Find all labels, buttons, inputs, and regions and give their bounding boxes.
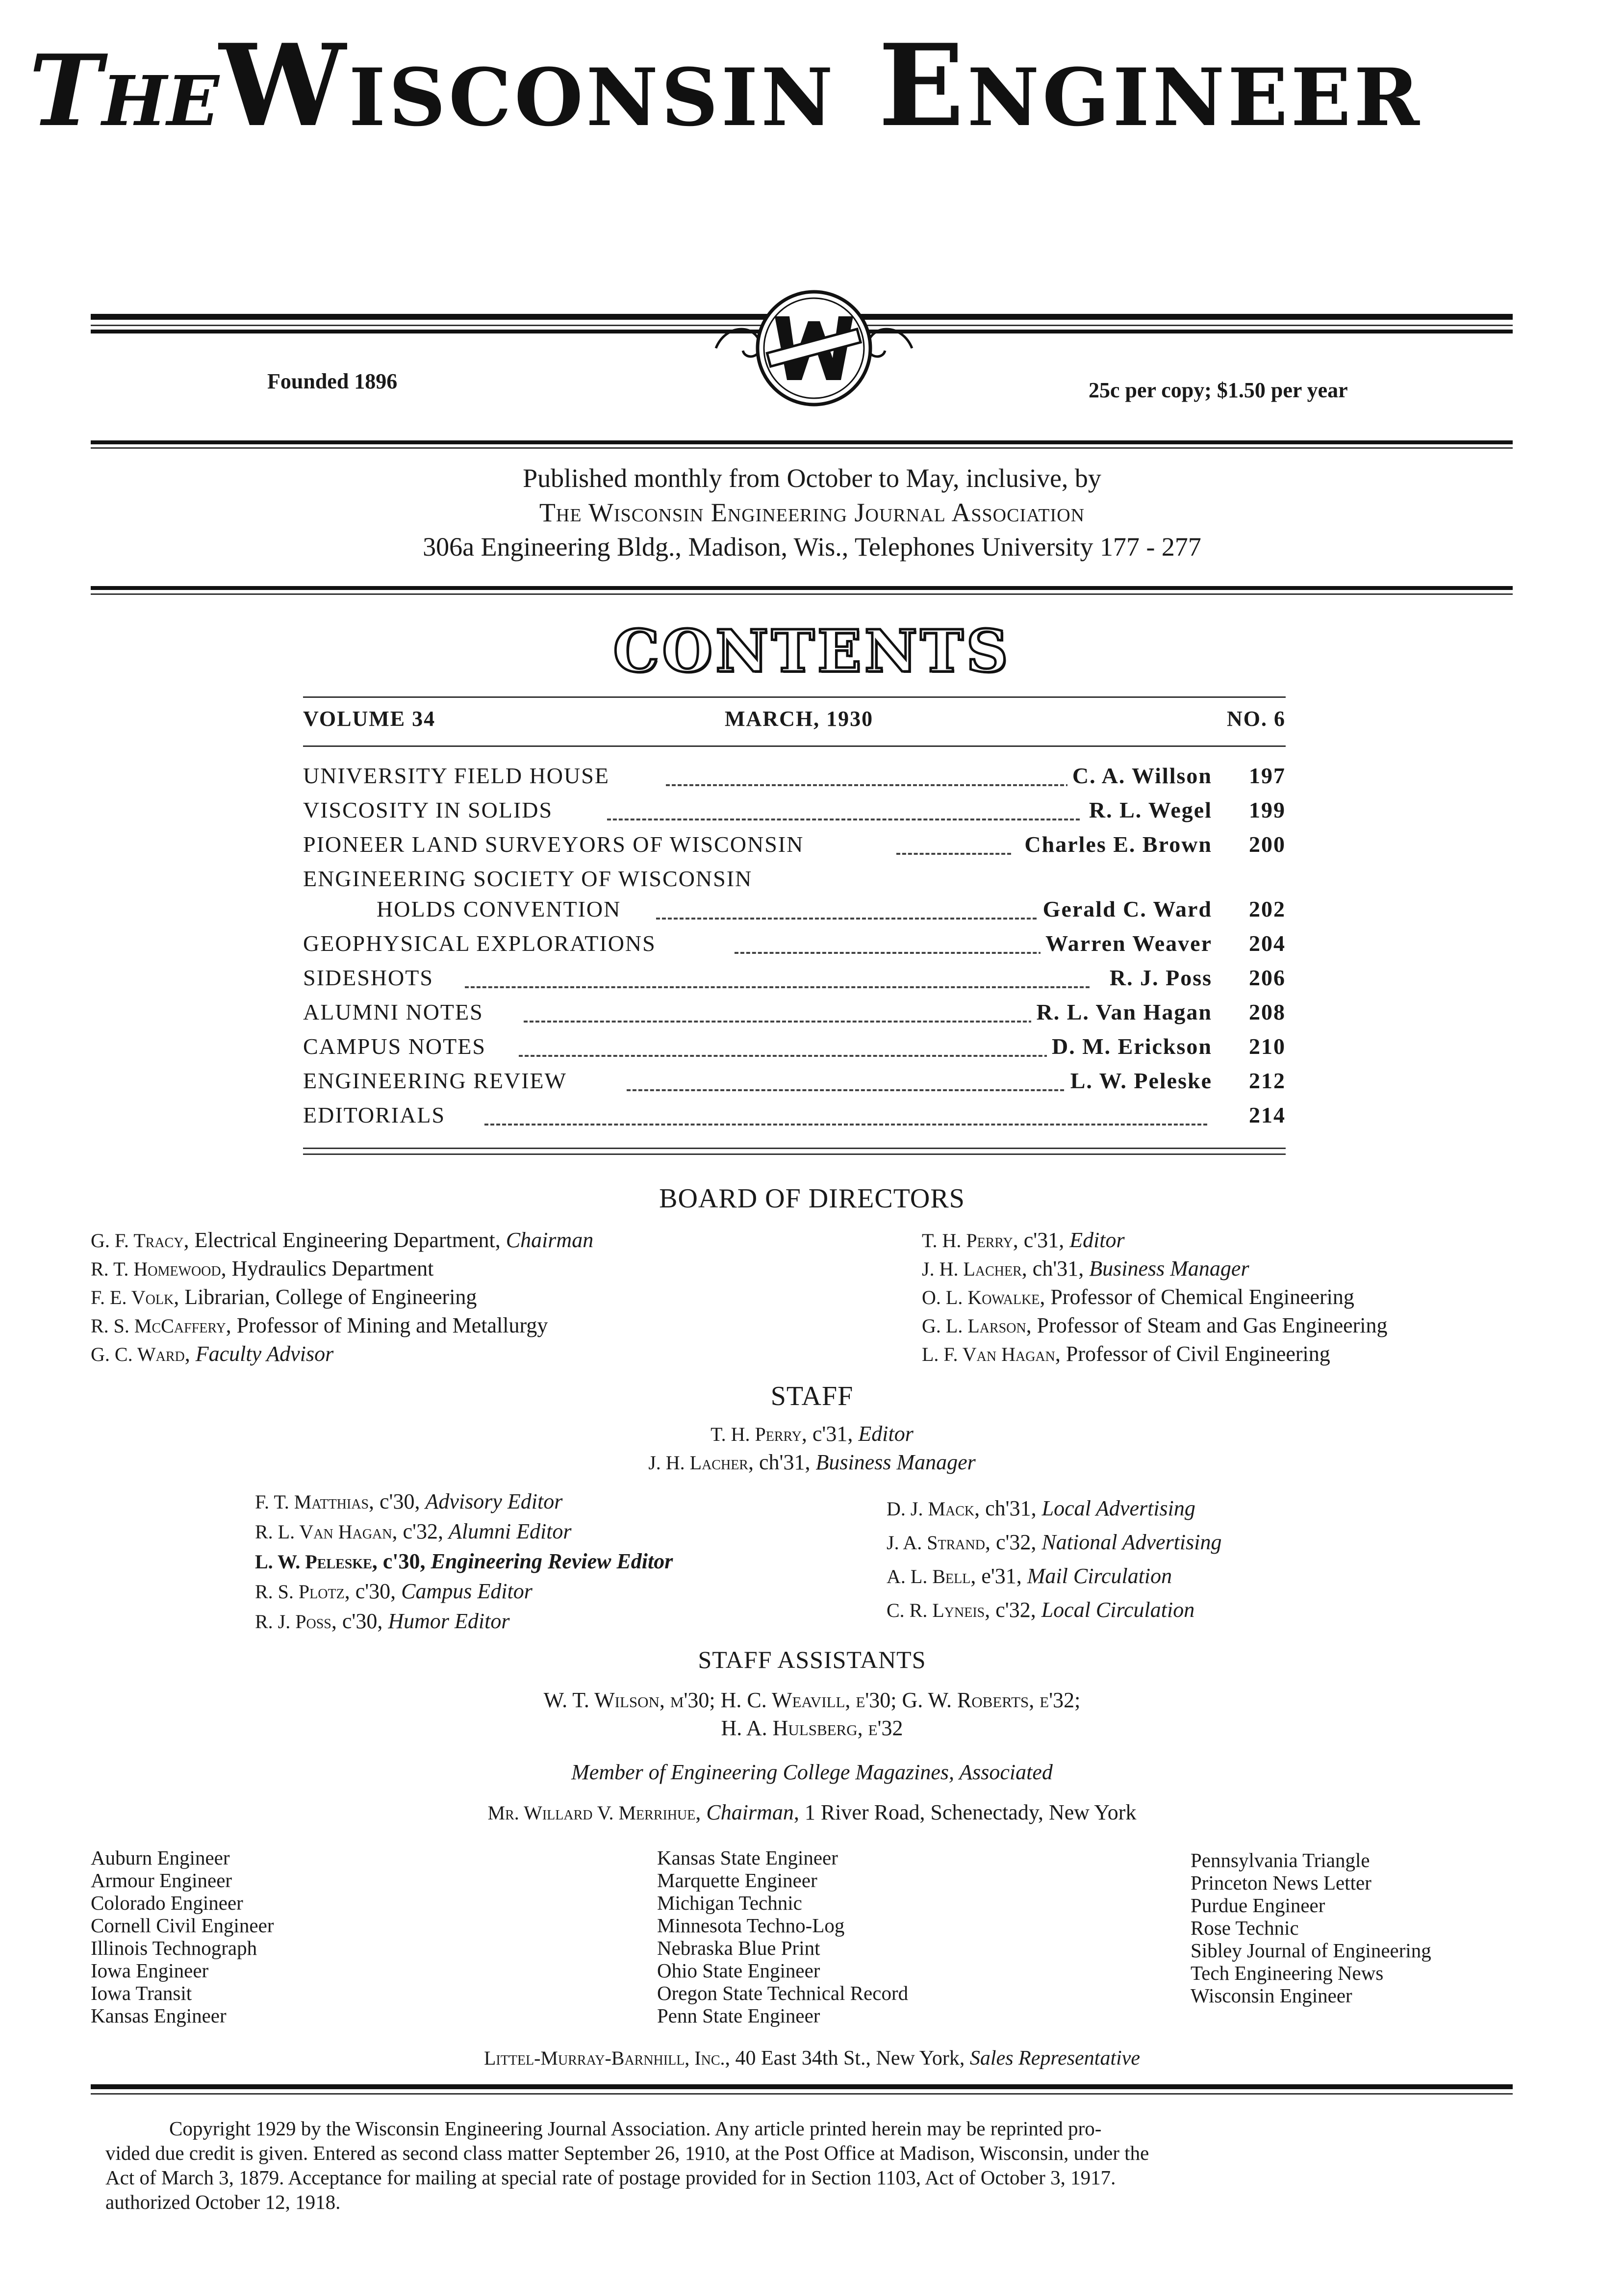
magazine-name: Illinois Technograph (91, 1937, 257, 1959)
toc-author: R. J. Poss (1105, 965, 1212, 991)
toc-page: 200 (1249, 832, 1286, 857)
magazine-name: Tech Engineering News (1191, 1962, 1384, 1984)
staff-member: T. H. Perry, c'31, Editor (710, 1422, 914, 1446)
toc-title: PIONEER LAND SURVEYORS OF WISCONSIN (303, 832, 804, 857)
toc-author: Warren Weaver (1040, 930, 1212, 956)
header-rule-2 (91, 586, 1513, 590)
issue-date: MARCH, 1930 (725, 707, 874, 731)
board-member: G. F. Tracy, Electrical Engineering Department, Chairman (91, 1228, 594, 1252)
toc-leader (607, 819, 1080, 820)
magazine-name: Colorado Engineer (91, 1892, 243, 1914)
copyright-line-4: authorized October 12, 1918. (105, 2191, 341, 2213)
copyright-line-1: Copyright 1929 by the Wisconsin Engineering Journal Association. Any article printed herein may be reprinted pro- (169, 2117, 1102, 2140)
board-left-column (91, 1226, 593, 1368)
contents-heading: CONTENTS (613, 617, 1011, 685)
board-member-name: F. E. Volk (91, 1286, 174, 1308)
board-member-name: J. H. Lacher (922, 1258, 1022, 1280)
publisher-block (0, 461, 1624, 564)
toc-leader (656, 918, 1060, 920)
toc-author: Gerald C. Ward (1038, 896, 1212, 922)
board-member-name: G. L. Larson (922, 1315, 1026, 1337)
staff-member: C. R. Lyneis, c'32, Local Circulation (887, 1598, 1195, 1622)
staff-top (0, 1420, 1624, 1477)
board-member-name: L. F. Van Hagan (922, 1343, 1055, 1365)
magazine-name: Minnesota Techno-Log (657, 1914, 845, 1937)
toc-item[interactable] (303, 797, 1286, 831)
toc-leader (666, 784, 1070, 786)
header-rule-1 (91, 440, 1513, 444)
staff-member: J. H. Lacher, ch'31, Business Manager (648, 1450, 976, 1474)
magazines-column-1 (91, 1846, 274, 2027)
board-member: G. C. Ward, Faculty Advisor (91, 1342, 334, 1366)
staff-member: D. J. Mack, ch'31, Local Advertising (887, 1496, 1195, 1520)
toc-author: C. A. Willson (1067, 763, 1212, 789)
toc-leader (735, 952, 1060, 954)
magazines-column-2 (657, 1846, 908, 2027)
toc-title: ALUMNI NOTES (303, 999, 483, 1024)
toc-item[interactable] (303, 1102, 1286, 1136)
w-emblem-logo (706, 275, 922, 422)
toc-leader (627, 1089, 1070, 1091)
toc-item[interactable] (303, 930, 1286, 965)
founded-year: Founded 1896 (267, 369, 398, 393)
board-member: O. L. Kowalke, Professor of Chemical Engineering (922, 1285, 1354, 1309)
member-chairman: Mr. Willard V. Merrihue, Chairman, 1 River Road, Schenectady, New York (487, 1800, 1137, 1824)
toc-page: 202 (1249, 896, 1286, 921)
magazine-name: Princeton News Letter (1191, 1871, 1371, 1894)
contents-rule-bottom-2 (303, 1153, 1286, 1155)
toc-title: EDITORIALS (303, 1102, 446, 1127)
masthead-the: The (29, 33, 219, 149)
magazine-name: Nebraska Blue Print (657, 1937, 820, 1959)
toc-title: HOLDS CONVENTION (377, 896, 621, 921)
magazine-name: Rose Technic (1191, 1917, 1299, 1939)
publisher-address: 306a Engineering Bldg., Madison, Wis., Telephones University 177 - 277 (423, 532, 1201, 562)
magazines-column-3 (1191, 1849, 1431, 2007)
magazine-name: Cornell Civil Engineer (91, 1914, 274, 1937)
issue-number: NO. 6 (1227, 707, 1286, 731)
magazine-name: Iowa Engineer (91, 1959, 209, 1982)
magazine-name: Oregon State Technical Record (657, 1982, 909, 2004)
footer-rule (91, 2084, 1513, 2089)
toc-title: CAMPUS NOTES (303, 1034, 486, 1059)
toc-item[interactable] (303, 866, 1286, 896)
toc-item[interactable] (303, 831, 1286, 866)
issue-info-row (303, 706, 1286, 736)
toc-author: Charles E. Brown (1019, 831, 1212, 857)
magazine-name: Wisconsin Engineer (1191, 1984, 1352, 2007)
magazine-name: Armour Engineer (91, 1869, 232, 1892)
board-right-column (922, 1226, 1388, 1368)
member-line: Member of Engineering College Magazines, Associated (571, 1760, 1053, 1784)
toc-title: SIDESHOTS (303, 965, 433, 990)
board-member-name: R. T. Homewood (91, 1258, 221, 1280)
toc-item[interactable] (303, 999, 1286, 1033)
toc-author: R. L. Wegel (1084, 797, 1212, 823)
contents-rule-bottom (303, 1148, 1286, 1149)
magazine-name: Pennsylvania Triangle (1191, 1849, 1370, 1871)
masthead (0, 0, 1451, 152)
header-rule-1b (91, 447, 1513, 449)
staff-member: R. S. Plotz, c'30, Campus Editor (255, 1579, 533, 1603)
staff-right-column (887, 1492, 1222, 1627)
staff-member: R. J. Poss, c'30, Humor Editor (255, 1609, 510, 1633)
toc-leader (484, 1124, 1207, 1126)
footer-rule-thin (91, 2093, 1513, 2095)
board-member: J. H. Lacher, ch'31, Business Manager (922, 1256, 1249, 1280)
toc-page: 212 (1249, 1068, 1286, 1093)
toc-author: L. W. Peleske (1066, 1068, 1212, 1094)
toc-page: 206 (1249, 965, 1286, 990)
header-rule-2b (91, 593, 1513, 595)
copyright-line-2: vided due credit is given. Entered as second class matter September 26, 1910, at the Post Office at Madison, Wisconsin, under the (105, 2142, 1149, 2164)
toc-page: 199 (1249, 797, 1286, 822)
board-member: G. L. Larson, Professor of Steam and Gas Engineering (922, 1313, 1388, 1337)
volume-number: VOLUME 34 (303, 707, 436, 731)
staff-member: R. L. Van Hagan, c'32, Alumni Editor (255, 1519, 572, 1543)
toc-item[interactable] (303, 763, 1286, 797)
toc-title: UNIVERSITY FIELD HOUSE (303, 763, 609, 788)
board-member-name: G. C. Ward (91, 1343, 185, 1365)
staff-member: F. T. Matthias, c'30, Advisory Editor (255, 1489, 563, 1513)
toc-author: D. M. Erickson (1047, 1033, 1212, 1059)
toc-page: 214 (1249, 1102, 1286, 1127)
board-member: T. H. Perry, c'31, Editor (922, 1228, 1125, 1252)
magazine-name: Ohio State Engineer (657, 1959, 820, 1982)
board-member-name: R. S. McCaffery (91, 1315, 226, 1337)
magazine-name: Marquette Engineer (657, 1869, 817, 1892)
board-member-name: T. H. Perry (922, 1229, 1013, 1252)
contents-rule-top (303, 696, 1286, 698)
magazine-name: Purdue Engineer (1191, 1894, 1325, 1917)
toc-page: 197 (1249, 763, 1286, 788)
board-member-name: O. L. Kowalke (922, 1286, 1040, 1308)
sales-representative: Littel-Murray-Barnhill, Inc., 40 East 34th St., New York, Sales Representative (483, 2047, 1141, 2070)
staff-member: L. W. Peleske, c'30, Engineering Review Editor (255, 1549, 673, 1573)
magazine-name: Kansas State Engineer (657, 1846, 838, 1869)
contents-rule-mid (303, 745, 1286, 747)
magazine-name: Michigan Technic (657, 1892, 802, 1914)
assistants-list (0, 1686, 1624, 1742)
toc-leader (524, 1021, 1050, 1023)
magazine-name: Sibley Journal of Engineering (1191, 1939, 1431, 1962)
assistants-line-1: W. T. Wilson, m'30; H. C. Weavill, e'30; G. W. Roberts, e'32; (543, 1688, 1081, 1712)
copyright-line-3: Act of March 3, 1879. Acceptance for mailing at special rate of postage provided for in Section 1103, Act of October 3, 1917. (105, 2166, 1116, 2189)
masthead-title (0, 20, 1451, 152)
toc-page: 208 (1249, 999, 1286, 1024)
magazine-name: Penn State Engineer (657, 2004, 820, 2027)
assistants-heading: STAFF ASSISTANTS (698, 1646, 926, 1673)
magazine-name: Auburn Engineer (91, 1846, 230, 1869)
board-member: R. T. Homewood, Hydraulics Department (91, 1256, 434, 1280)
toc-title: VISCOSITY IN SOLIDS (303, 797, 553, 822)
staff-member: A. L. Bell, e'31, Mail Circulation (887, 1564, 1172, 1588)
staff-left-column (255, 1487, 673, 1637)
copyright-notice (105, 2116, 1508, 2214)
toc-item[interactable] (303, 1033, 1286, 1068)
staff-heading: STAFF (770, 1381, 854, 1411)
toc-author: R. L. Van Hagan (1031, 999, 1212, 1025)
toc-title: GEOPHYSICAL EXPLORATIONS (303, 931, 656, 956)
assistants-line-2: H. A. Hulsberg, e'32 (721, 1716, 903, 1740)
toc-page: 210 (1249, 1034, 1286, 1059)
toc-item[interactable] (303, 965, 1286, 999)
magazine-name: Iowa Transit (91, 1982, 192, 2004)
board-heading: BOARD OF DIRECTORS (659, 1183, 965, 1214)
table-of-contents (303, 763, 1286, 1136)
board-member: R. S. McCaffery, Professor of Mining and Metallurgy (91, 1313, 548, 1337)
toc-item[interactable] (303, 896, 1286, 930)
toc-page: 204 (1249, 931, 1286, 956)
board-member: L. F. Van Hagan, Professor of Civil Engineering (922, 1342, 1330, 1366)
toc-leader (896, 853, 1011, 855)
toc-leader (465, 986, 1090, 988)
toc-item[interactable] (303, 1068, 1286, 1102)
masthead-main-title: Wisconsin Engineer (219, 20, 1422, 152)
toc-title: ENGINEERING REVIEW (303, 1068, 567, 1093)
publisher-line-1: Published monthly from October to May, inclusive, by (523, 463, 1101, 493)
staff-member: J. A. Strand, c'32, National Advertising (887, 1530, 1222, 1554)
magazine-name: Kansas Engineer (91, 2004, 227, 2027)
toc-leader (519, 1055, 1060, 1057)
board-member: F. E. Volk, Librarian, College of Engineering (91, 1285, 477, 1309)
subscription-price: 25c per copy; $1.50 per year (1089, 378, 1348, 402)
board-member-name: G. F. Tracy (91, 1229, 184, 1252)
toc-title: ENGINEERING SOCIETY OF WISCONSIN (303, 866, 753, 891)
publisher-association: The Wisconsin Engineering Journal Association (539, 498, 1085, 527)
